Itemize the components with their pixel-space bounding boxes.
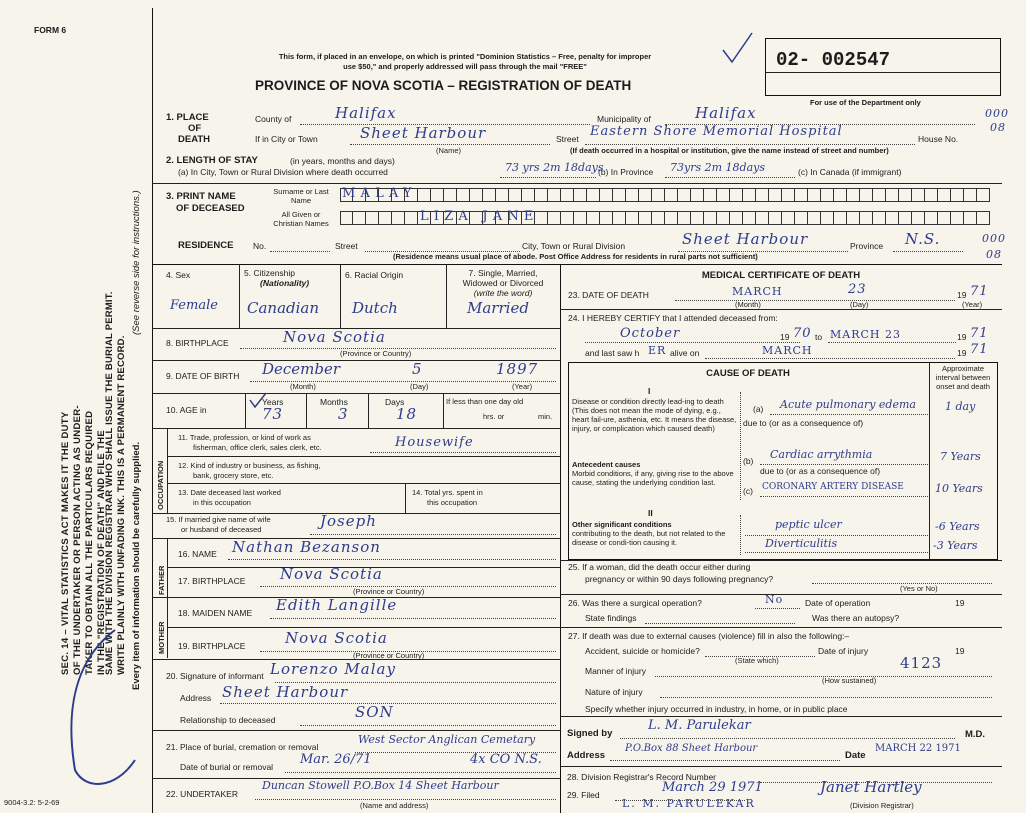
disease-description: Disease or condition directly lead-ing to death (This does not mean the mode of dying, e.g., heart fail-ure, asthenia, etc. It means the disease, injury, or complication which caused death) [572, 397, 737, 433]
check-icon [718, 28, 758, 68]
last-seen-pronoun: ER [648, 344, 667, 357]
antecedent-description: Morbid conditions, if any, giving rise to the above cause, stating the underlying condition last. [572, 469, 734, 487]
burial-place-value: West Sector Anglican Cemetary [358, 733, 536, 746]
stay-a-label: (a) In City, Town or Rural Division where death occurred [178, 167, 388, 177]
given-names-label: All Given or Christian Names [273, 210, 329, 228]
state-which-note: (State which) [735, 656, 779, 665]
due-to-1: due to (or as a consequence of) [743, 418, 864, 428]
birthplace-label: 8. BIRTHPLACE [166, 338, 229, 348]
form-number: FORM 6 [34, 25, 67, 35]
burial-date-label: Date of burial or removal [180, 762, 274, 772]
side-instruction-3: TAKER TO OBTAIN ALL THE PARTICULARS REQUIRED [84, 410, 95, 675]
physician-date-label: Date [845, 750, 866, 761]
undertaker-note: (Name and address) [360, 801, 429, 810]
informant-address-label: Address [180, 693, 212, 703]
q15-label: 15. If married give name of wife or husband of deceased [166, 515, 271, 534]
dob-day: 5 [412, 360, 423, 378]
burial-date-value: Mar. 26/71 [300, 752, 372, 767]
father-name-value: Nathan Bezanson [232, 538, 381, 556]
marital-label: 7. Single, Married, Widowed or Divorced (write the word) [462, 268, 544, 298]
q21-label: 21. [166, 742, 178, 752]
surname-grid [340, 188, 990, 202]
date-of-death-label: 23. DATE OF DEATH [568, 290, 649, 300]
physician-address-label: Address [567, 750, 606, 761]
months-label: Months [320, 397, 348, 407]
occupation-side-label: OCCUPATION [156, 460, 165, 510]
filed-label: 29. Filed [567, 790, 600, 800]
code-4: 08 [986, 248, 1002, 261]
pen-stroke [55, 620, 145, 800]
q28-label: 28. Division Registrar's Record Number [567, 772, 717, 782]
father-side-label: FATHER [157, 565, 166, 595]
father-prov-note: (Province or Country) [353, 587, 425, 596]
cause-b-value: Cardiac arrythmia [770, 448, 873, 461]
burial-place-label: Place of burial, cremation or removal [180, 742, 319, 752]
dob-month: December [262, 360, 341, 378]
mother-maiden-value: Edith Langille [276, 596, 398, 614]
cause-b-label: (b) [743, 456, 754, 466]
residence-note: (Residence means usual place of abode. Post Office Address for residents in rural parts not sufficient) [393, 252, 758, 261]
informant-signature-value: Lorenzo Malay [270, 660, 396, 678]
hospital-note: (If death occurred in a hospital or institution, give the name instead of street and number) [570, 146, 889, 155]
citizenship-label: 5. Citizenship [244, 268, 296, 278]
age-days: 18 [396, 405, 418, 423]
municipality-label: Municipality of [597, 114, 651, 124]
other-condition-2-interval: -3 Years [933, 539, 978, 552]
how-sustained-note: (How sustained) [822, 676, 877, 685]
nature-label: Nature of injury [585, 687, 643, 697]
birthplace-value: Nova Scotia [283, 328, 386, 346]
cause-a-label: (a) [753, 404, 764, 414]
registrar-signature: Janet Hartley [820, 778, 922, 796]
year-note: (Year) [512, 382, 533, 391]
hrs-label: hrs. or [483, 412, 505, 421]
cause-b-interval: 7 Years [940, 450, 981, 463]
part-1-label: I [648, 386, 651, 396]
marital-value: Married [467, 299, 529, 317]
age-label: 10. AGE in [166, 405, 207, 415]
op-19: 19 [955, 598, 965, 608]
antecedent-label: Antecedent causes [572, 460, 641, 469]
cause-a-value: Acute pulmonary edema [780, 398, 916, 411]
side-instruction-7: (See reverse side for instructions.) [131, 190, 142, 335]
undertaker-value: Duncan Stowell P.O.Box 14 Sheet Harbour [262, 779, 499, 792]
side-instruction-4: IN THE "REGISTRATION OF DEATH" AND FILE THE [96, 430, 107, 675]
other-conditions-description: contributing to the death, but not related to the disease or condi-tion causing it. [572, 529, 726, 547]
dob-label: 9. DATE OF BIRTH [166, 371, 240, 381]
spouse-value: Joseph [320, 512, 377, 530]
cause-c-label: (c) [743, 486, 753, 496]
q25b-label: pregnancy or within 90 days following pregnancy? [585, 574, 774, 584]
given-names-value: LIZA JANE [420, 209, 539, 224]
cause-a-interval: 1 day [945, 400, 976, 413]
city-label: If in City or Town [255, 134, 318, 144]
residence-province-value: N.S. [905, 230, 941, 248]
death-year: 71 [970, 284, 989, 299]
cause-c-value: CORONARY ARTERY DISEASE [762, 482, 904, 492]
side-instruction-8: Every item of information should be carefully supplied. [131, 441, 142, 690]
medical-certificate-title: MEDICAL CERTIFICATE OF DEATH [701, 270, 861, 281]
physician-signature: L. M. Parulekar [648, 718, 751, 733]
physician-address-value: P.O.Box 88 Sheet Harbour [625, 743, 758, 754]
registration-number-box [765, 38, 1001, 96]
to-19: 19 [957, 332, 967, 342]
length-of-stay-label: 2. LENGTH OF STAY [166, 155, 258, 166]
q11-label: 11. Trade, profession, or kind of work as fisherman, office clerk, sales clerk, etc. [178, 433, 322, 452]
q20-label: 20. [166, 671, 178, 681]
operation-date-label: Date of operation [805, 598, 871, 608]
side-instruction-5: SAME WITH THE DIVISION REGISTRAR WHO SHALL ISSUE THE BURIAL PERMIT. [104, 291, 115, 675]
other-condition-1-interval: -6 Years [935, 520, 980, 533]
side-instruction-2: OF THE UNDERTAKER OR PERSON ACTING AS UNDER- [72, 405, 83, 675]
street-value: Eastern Shore Memorial Hospital [590, 124, 843, 139]
from-19: 19 [780, 332, 790, 342]
age-months: 3 [338, 405, 349, 423]
injury-date-label: Date of injury [818, 646, 869, 656]
findings-label: State findings [585, 613, 637, 623]
attended-from: October [620, 326, 681, 341]
postal-notice: This form, if placed in an envelope, on which is printed "Dominion Statistics – Free, penalty for improper use $50," and properly addressed will pass through the mail "FREE" [278, 52, 652, 71]
residence-city-value: Sheet Harbour [682, 230, 809, 248]
informant-signature-label: Signature of informant [180, 671, 264, 681]
part-2-label: II [648, 508, 653, 518]
last-seen-month: MARCH [762, 344, 813, 357]
residence-no-label: No. [253, 241, 267, 251]
citizenship-value: Canadian [247, 299, 320, 317]
street-label: Street [556, 134, 579, 144]
house-label: House No. [918, 134, 959, 144]
print-name-label: 3. PRINT NAME OF DECEASED [166, 191, 245, 214]
relationship-label: Relationship to deceased [180, 715, 276, 725]
surname-value: MALAY [342, 186, 417, 201]
sex-label: 4. Sex [166, 270, 191, 280]
days-label: Days [385, 397, 405, 407]
stay-a-value: 73 yrs 2m 18days [505, 161, 604, 174]
mother-maiden-label: 18. MAIDEN NAME [178, 608, 253, 618]
department-use-note: For use of the Department only [810, 98, 921, 107]
q14-label: 14. Total yrs. spent in this occupation [412, 488, 483, 507]
residence-city-label: City, Town or Rural Division [522, 241, 626, 251]
county-value: Halifax [335, 104, 397, 122]
due-to-2: due to (or as a consequence of) [760, 466, 881, 476]
attended-from-year: 70 [793, 326, 812, 341]
surgery-value: No [765, 593, 784, 606]
residence-province-label: Province [850, 241, 884, 251]
q12-label: 12. Kind of industry or business, as fishing, bank, grocery store, etc. [178, 461, 321, 480]
other-conditions-label: Other significant conditions [572, 520, 672, 529]
stay-note: (in years, months and days) [290, 156, 395, 166]
signed-by-label: Signed by [567, 728, 613, 739]
racial-origin-value: Dutch [352, 299, 398, 317]
death-year-note: (Year) [962, 300, 983, 309]
age-check-icon [248, 392, 268, 412]
less-than-day-label: If less than one day old [446, 397, 524, 406]
physician-printed-name: L. M. PARULEKAR [622, 797, 756, 810]
municipality-value: Halifax [695, 104, 757, 122]
death-day-note: (Day) [850, 300, 869, 309]
stay-b-label: (b) In Province [598, 167, 654, 177]
dob-year: 1897 [496, 360, 539, 378]
autopsy-label: Was there an autopsy? [812, 613, 900, 623]
specify-label: Specify whether injury occurred in industry, in home, or in public place [585, 704, 848, 714]
interval-header: Approximate interval between onset and death [935, 364, 991, 391]
certify-label: 24. I HEREBY CERTIFY that I attended deceased from: [568, 313, 778, 323]
undertaker-label: 22. UNDERTAKER [166, 789, 238, 799]
mother-side-label: MOTHER [157, 621, 166, 654]
code-3: 000 [982, 232, 1006, 245]
mother-birthplace-value: Nova Scotia [285, 629, 388, 647]
other-condition-1: peptic ulcer [775, 518, 842, 531]
side-instruction-1: SEC. 14 – VITAL STATISTICS ACT MAKES IT THE DUTY [60, 411, 71, 675]
form-code: 9004-3.2: 5-2-69 [4, 798, 60, 807]
nationality-label: (Nationality) [260, 278, 310, 288]
death-19: 19 [957, 290, 967, 300]
side-instruction-6: WRITE PLAINLY WITH UNFADING INK. THIS IS A PERMANENT RECORD. [116, 335, 127, 675]
q25-label: 25. If a woman, did the death occur either during [568, 562, 751, 572]
age-years: 73 [262, 405, 284, 423]
to-label: to [815, 332, 823, 342]
alive-on-label: alive on [670, 348, 700, 358]
physician-date-value: MARCH 22 1971 [875, 743, 961, 754]
stay-c-label: (c) In Canada (if immigrant) [798, 167, 902, 177]
cause-of-death-title: CAUSE OF DEATH [706, 368, 790, 379]
years-label: Years [262, 397, 284, 407]
last-seen-year: 71 [970, 342, 989, 357]
injury-19: 19 [955, 646, 965, 656]
month-note: (Month) [290, 382, 316, 391]
other-condition-2: Diverticulitis [765, 537, 838, 550]
page-title: PROVINCE OF NOVA SCOTIA – REGISTRATION OF DEATH [255, 78, 632, 93]
day-note: (Day) [410, 382, 429, 391]
cause-c-interval: 10 Years [935, 482, 983, 495]
min-label: min. [538, 412, 553, 421]
mother-prov-note: (Province or Country) [353, 651, 425, 660]
last-seen-label: and last saw h [585, 348, 640, 358]
place-of-death-label: 1. PLACE OF DEATH [166, 112, 211, 145]
stay-b-value: 73yrs 2m 18days [670, 161, 765, 174]
relationship-value: SON [355, 703, 394, 721]
mother-birthplace-label: 19. BIRTHPLACE [178, 641, 246, 651]
manner-label: Manner of injury [585, 666, 646, 676]
death-month-note: (Month) [735, 300, 761, 309]
attended-to-year: 71 [970, 326, 989, 341]
cause-code: 4123 [900, 654, 943, 672]
residence-street-label: Street [335, 241, 358, 251]
burial-place-2: 4x CO N.S. [470, 752, 542, 767]
name-note: (Name) [436, 146, 462, 155]
last-19: 19 [957, 348, 967, 358]
md-label: M.D. [965, 729, 986, 740]
q26-label: 26. Was there a surgical operation? [568, 598, 702, 608]
q13-label: 13. Date deceased last worked in this occupation [178, 488, 281, 507]
father-name-label: 16. NAME [178, 549, 217, 559]
birthplace-note: (Province or Country) [340, 349, 412, 358]
attended-to: MARCH 23 [830, 328, 901, 341]
filed-date: March 29 1971 [662, 780, 763, 795]
informant-address-value: Sheet Harbour [222, 683, 349, 701]
death-day: 23 [848, 282, 867, 297]
occupation-value: Housewife [395, 435, 474, 450]
registration-number: 02- 002547 [776, 49, 891, 71]
county-label: County of [255, 114, 292, 124]
sex-value: Female [170, 298, 218, 313]
accident-label: Accident, suicide or homicide? [585, 646, 700, 656]
yes-no-note: (Yes or No) [900, 584, 938, 593]
q27-label: 27. If death was due to external causes (violence) fill in also the following:– [568, 631, 850, 641]
death-month: MARCH [732, 285, 783, 298]
city-value: Sheet Harbour [360, 124, 487, 142]
registrar-note: (Division Registrar) [850, 801, 914, 810]
code-2: 08 [990, 121, 1006, 134]
code-1: 000 [985, 107, 1009, 120]
surname-label: Surname or Last Name [273, 187, 329, 205]
residence-label: RESIDENCE [178, 240, 234, 251]
racial-origin-label: 6. Racial Origin [345, 270, 404, 280]
father-birthplace-value: Nova Scotia [280, 565, 383, 583]
father-birthplace-label: 17. BIRTHPLACE [178, 576, 246, 586]
